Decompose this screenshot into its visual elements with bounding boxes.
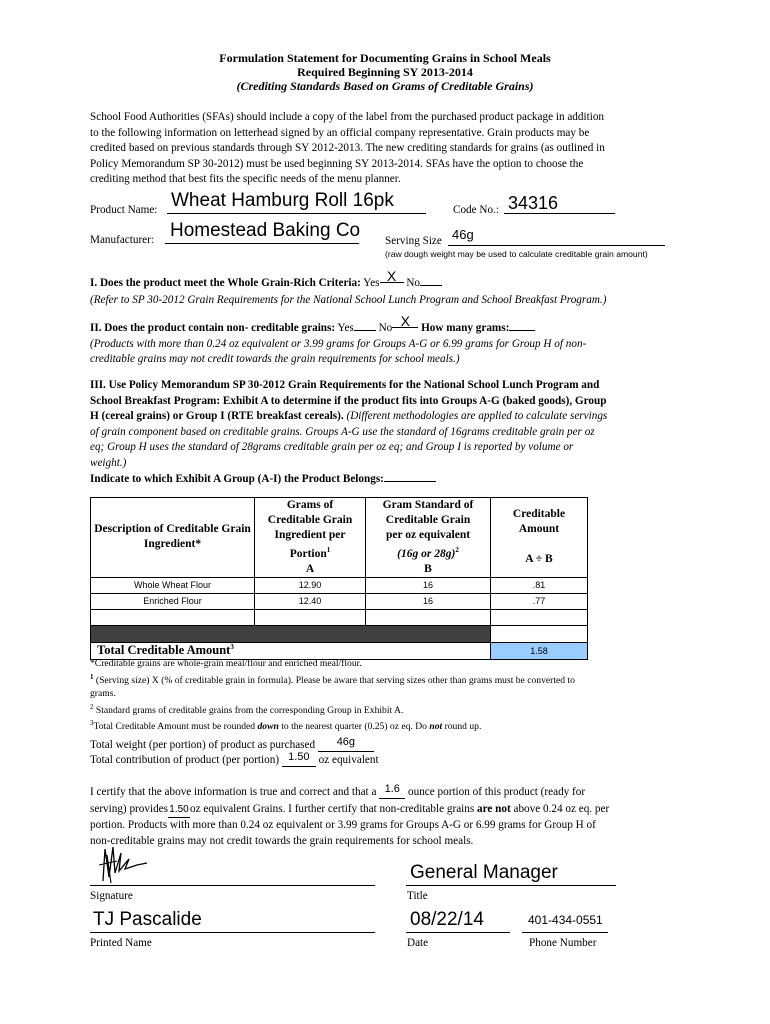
printed-name-line	[90, 932, 375, 933]
exhibit-group-field[interactable]	[384, 481, 436, 482]
section-3-italic: of grain component based on creditable grains. Groups A-G use the standard of 16grams creditable grain per oz	[90, 425, 595, 438]
date-value[interactable]: 08/22/14	[410, 909, 484, 930]
footnote: *Creditable grains are whole-grain meal/flour and enriched meal/flour.	[90, 658, 362, 669]
ounce-portion-field[interactable]: 1.6	[379, 782, 405, 799]
grain-table	[90, 497, 588, 660]
certify-emphasis: are not	[477, 802, 511, 815]
whole-grain-yes-field[interactable]: X	[380, 270, 404, 283]
header-standard-letter: B	[424, 562, 432, 575]
footnote-ref: 3	[90, 719, 94, 728]
header-grams-letter: A	[305, 562, 315, 575]
manufacturer-label: Manufacturer:	[90, 234, 154, 246]
footnote: to the nearest quarter (0.25) oz eq. Do	[278, 721, 430, 733]
form-subtitle-italic: (Crediting Standards Based on Grams of Creditable Grains)	[236, 79, 534, 93]
certify-text: serving) provides	[90, 802, 168, 815]
handwritten-signature	[95, 843, 155, 887]
intro-line: School Food Authorities (SFAs) should include a copy of the label from the purchased product package in addition	[90, 111, 605, 123]
footnote-ref: 2	[455, 546, 459, 554]
certify-paragraph	[90, 785, 690, 849]
section-3-italic: eq; Group H uses the standard of 28grams creditable grain per oz eq; and Group I is reported by volume or	[90, 441, 574, 454]
header-creditable-line: Amount	[518, 523, 560, 536]
section-3-italic: weight.)	[90, 456, 127, 469]
footnote: grams.	[90, 688, 116, 700]
signature-line[interactable]	[90, 885, 375, 886]
table-cell[interactable]	[91, 609, 255, 625]
section-3-line: School Breakfast Program: Exhibit A to determine if the product fits into Groups A-G (baked goods), Group	[90, 394, 607, 407]
total-value[interactable]: 1.58	[491, 642, 588, 659]
section-3-line: III. Use Policy Memorandum SP 30-2012 Grain Requirements for the National School Lunch Program and	[90, 379, 600, 391]
table-cell[interactable]	[491, 625, 588, 642]
printed-name-value[interactable]: TJ Pascalide	[93, 909, 202, 930]
whole-grain-no-field[interactable]	[420, 285, 442, 286]
footnote-ref: 2	[90, 702, 94, 711]
title-line	[406, 885, 616, 886]
header-grams-line: Creditable Grain	[267, 514, 353, 526]
date-line	[406, 932, 510, 933]
title-value[interactable]: General Manager	[410, 862, 558, 883]
header-grams	[255, 498, 366, 578]
table-cell[interactable]	[491, 609, 588, 625]
code-label: Code No.:	[453, 204, 499, 216]
footnote: Total Creditable Amount must be rounded	[93, 721, 258, 733]
certify-text: I certify that the above information is true and correct and that a	[90, 786, 377, 798]
code-underline	[504, 213, 615, 214]
phone-label: Phone Number	[529, 937, 597, 949]
footnote-ref: 1	[326, 546, 331, 554]
table-cell[interactable]: 12.90	[255, 577, 366, 593]
noncreditable-yes-field[interactable]	[354, 330, 376, 331]
total-weight-label: Total weight (per portion) of product as purchased	[90, 739, 316, 751]
table-cell[interactable]: Whole Wheat Flour	[91, 577, 255, 593]
table-cell[interactable]: .81	[491, 577, 588, 593]
table-cell[interactable]	[255, 609, 366, 625]
table-header-row	[91, 498, 588, 578]
form-title: Formulation Statement for Documenting Grains in School Meals	[219, 51, 551, 65]
section-1	[90, 268, 730, 308]
table-cell[interactable]	[366, 609, 491, 625]
header-standard	[366, 498, 491, 578]
header-creditable-formula: A ÷ B	[525, 553, 553, 566]
serving-size-underline	[448, 245, 665, 246]
manufacturer-value[interactable]: Homestead Baking Co	[170, 220, 361, 241]
table-cell[interactable]: 16	[366, 577, 491, 593]
serving-size-label: Serving Size	[385, 235, 442, 247]
total-contribution-unit: oz equivalent	[318, 754, 379, 766]
header-standard-line: Gram Standard of	[382, 499, 474, 511]
certify-text: non-creditable grains may not credit towards the grain requirements for school meals.	[90, 834, 474, 847]
no-label: No	[406, 277, 420, 289]
code-value[interactable]: 34316	[508, 193, 559, 213]
header-standard-line: per oz equivalent	[385, 529, 471, 541]
total-contribution-row	[90, 753, 379, 770]
section-2	[90, 313, 730, 368]
yes-label: Yes	[337, 322, 354, 334]
product-name-label: Product Name:	[90, 204, 158, 216]
header-standard-line: (16g or 28g)	[397, 547, 456, 560]
table-row	[91, 577, 588, 593]
shaded-cell	[91, 625, 491, 642]
intro-line: credited based on previous standards through SY 2012-2013. The new crediting standards for grains (as outlined in	[90, 142, 605, 155]
table-row	[91, 609, 588, 625]
header-grams-line: Grams of	[286, 499, 334, 511]
intro-line: crediting method that best fits the specific needs of the menu planner.	[90, 173, 401, 186]
section-3-italic: (Different methodologies are applied to calculate servings	[343, 410, 608, 423]
footnote: Standard grams of creditable grains from the corresponding Group in Exhibit A.	[93, 704, 404, 716]
noncreditable-no-field[interactable]: X	[392, 315, 418, 328]
certify-text: oz equivalent Grains. I further certify that non-creditable grains	[190, 802, 478, 815]
section-2-note: creditable grains may not credit towards the grain requirements for school meals.)	[90, 353, 460, 366]
table-cell[interactable]: .77	[491, 593, 588, 609]
section-1-question: I. Does the product meet the Whole Grain-Rich Criteria:	[90, 277, 361, 289]
footnote-ref: 3	[230, 643, 234, 652]
grams-field[interactable]	[509, 330, 535, 331]
total-contribution-field[interactable]: 1.50	[282, 750, 316, 767]
total-contribution-label: Total contribution of product (per portion)	[90, 754, 280, 766]
table-cell[interactable]: 16	[366, 593, 491, 609]
section-3	[90, 378, 730, 487]
exhibit-group-label: Indicate to which Exhibit A Group (A-I) the Product Belongs:	[90, 472, 384, 485]
header-grams-line: Portion	[289, 547, 327, 560]
footnote-emphasis: not	[429, 721, 443, 733]
footnote-ref: 1	[90, 672, 94, 681]
intro-paragraph	[90, 110, 690, 188]
intro-line: to the following information on letterhead signed by an official company representative. Grain products may be	[90, 126, 590, 139]
phone-line	[522, 932, 608, 933]
signature-label: Signature	[90, 890, 133, 902]
certify-text: above 0.24 oz eq. per	[510, 802, 610, 815]
phone-value[interactable]: 401-434-0551	[528, 913, 603, 927]
header-standard-line: Creditable Grain	[385, 514, 471, 526]
grams-label: How many grams:	[421, 322, 510, 334]
section-1-note: (Refer to SP 30-2012 Grain Requirements for the National School Lunch Program and School Breakfast Program.)	[90, 293, 607, 306]
section-2-note: (Products with more than 0.24 oz equivalent or 3.99 grams for Groups A-G or 6.99 grams for Group H of non-	[90, 337, 587, 350]
product-name-value[interactable]: Wheat Hamburg Roll 16pk	[171, 190, 394, 211]
footnote: (Serving size) X (% of creditable grain in formula). Please be aware that serving sizes other than grams must be converted to	[95, 674, 575, 686]
footnote: round up.	[442, 721, 482, 733]
product-name-underline	[167, 213, 426, 214]
shaded-row	[91, 625, 588, 642]
footnotes	[90, 657, 690, 734]
oz-equivalent-field[interactable]: 1.50	[168, 802, 190, 819]
manufacturer-underline	[165, 243, 359, 244]
table-row	[91, 593, 588, 609]
title-label: Title	[407, 890, 428, 902]
header-creditable-line: Creditable	[512, 508, 566, 521]
certify-text: portion. Products with more than 0.24 oz equivalent or 3.99 grams for Groups A-G or 6.99 grams for Group H of	[90, 819, 596, 832]
serving-size-note: (raw dough weight may be used to calculate creditable grain amount)	[385, 249, 648, 259]
section-3-line: H (cereal grains) or Group I (RTE breakfast cereals).	[90, 410, 344, 423]
table-cell[interactable]: Enriched Flour	[91, 593, 255, 609]
table-cell[interactable]: 12.40	[255, 593, 366, 609]
printed-name-label: Printed Name	[90, 937, 152, 949]
footnote-emphasis: down	[257, 721, 279, 733]
header-description: Description of Creditable Grain Ingredient*	[91, 498, 255, 578]
yes-label: Yes	[363, 277, 380, 289]
no-label: No	[378, 322, 393, 334]
total-label-text: Total Creditable Amount	[97, 643, 231, 658]
serving-size-value[interactable]: 46g	[452, 227, 474, 242]
header-grams-line: Ingredient per	[274, 529, 346, 541]
date-label: Date	[407, 937, 429, 949]
intro-line: Policy Memorandum SP 30-2012) must be used beginning SY 2013-2014. SFAs have the option to choose the	[90, 157, 584, 170]
form-subtitle: Required Beginning SY 2013-2014	[297, 65, 473, 79]
section-2-question: II. Does the product contain non- creditable grains:	[90, 322, 336, 334]
header-creditable	[491, 498, 588, 578]
total-weight-field[interactable]: 46g	[318, 735, 374, 752]
certify-text: ounce portion of this product (ready for	[408, 786, 586, 798]
